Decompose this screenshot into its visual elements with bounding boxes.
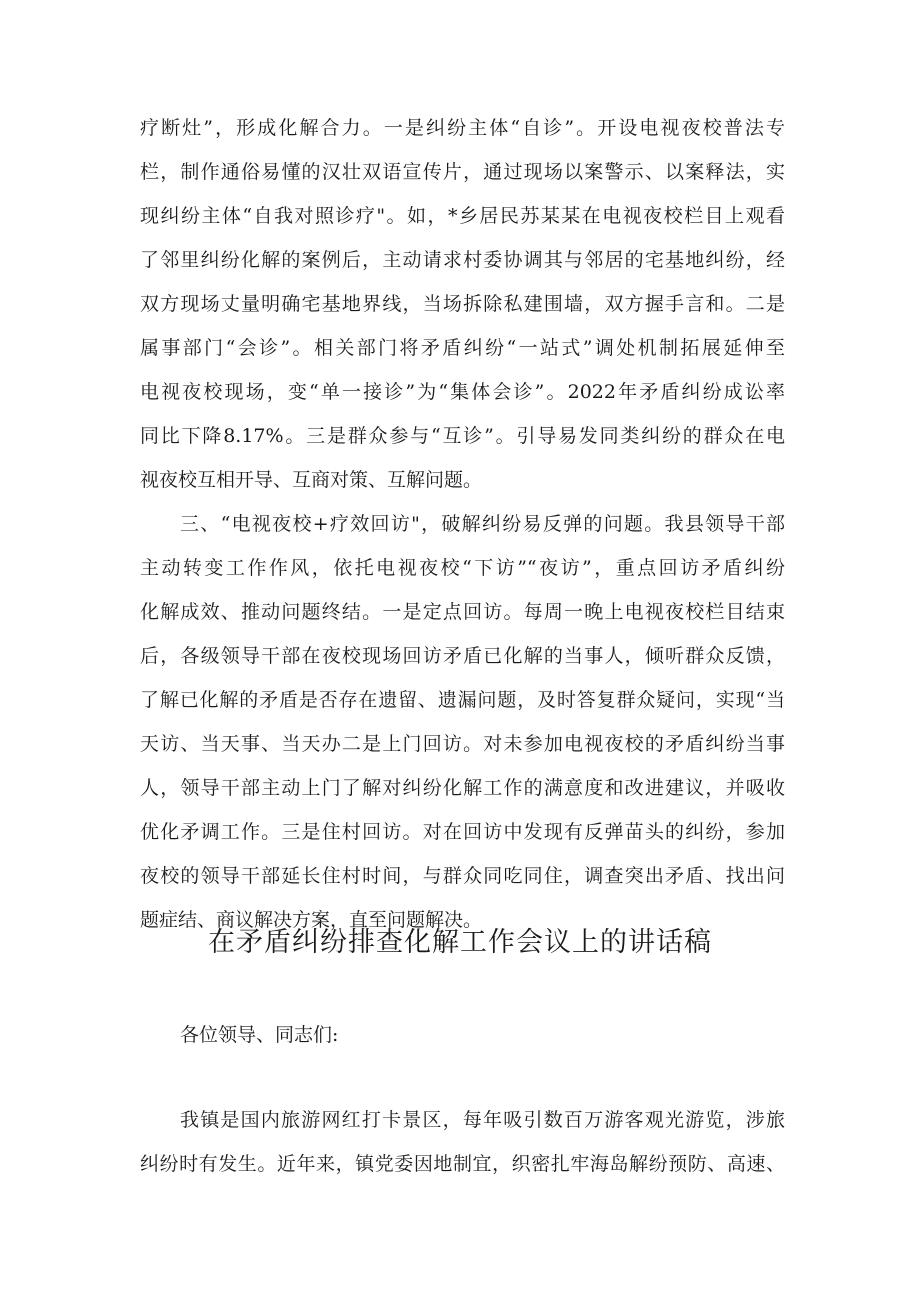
text-line: 主动转变工作作风，依托电视夜校“下访”“夜访”，重点回访矛盾纠纷 [140,557,785,579]
text-line: 电视夜校现场，变“单一接诊”为“集体会诊”。2022年矛盾纠纷成讼率 [140,381,785,403]
text-line: 化解成效、推动问题终结。一是定点回访。每周一晚上电视夜校栏目结束 [140,601,785,623]
section-heading-line: 三、“电视夜校+疗效回访"，破解纠纷易反弹的问题。我县领导干部 [180,513,785,535]
text-line: 栏，制作通俗易懂的汉壮双语宣传片，通过现场以案警示、以案释法，实 [140,161,785,183]
text-line: 人，领导干部主动上门了解对纠纷化解工作的满意度和改进建议，并吸收 [140,777,785,799]
text-line: 属事部门“会诊”。相关部门将矛盾纠纷“一站式”调处机制拓展延伸至 [140,337,785,359]
text-line: 了邻里纠纷化解的案例后，主动请求村委协调其与邻居的宅基地纠纷，经 [140,249,785,271]
text-line: 视夜校互相开导、互商对策、互解问题。 [140,469,483,491]
text-line: 纠纷时有发生。近年来，镇党委因地制宜，织密扎牢海岛解纷预防、高速、 [140,1153,785,1175]
speech-salutation: 各位领导、同志们: [180,1024,339,1046]
text-line: 双方现场丈量明确宅基地界线，当场拆除私建围墙，双方握手言和。二是 [140,293,785,315]
text-line: 疗断灶”，形成化解合力。一是纠纷主体“自诊”。开设电视夜校普法专 [140,117,785,139]
speech-title: 在矛盾纠纷排查化解工作会议上的讲话稿 [208,927,712,958]
text-line: 我镇是国内旅游网红打卡景区，每年吸引数百万游客观光游览，涉旅 [180,1109,785,1131]
text-line: 了解已化解的矛盾是否存在遗留、遗漏问题，及时答复群众疑问，实现“当 [140,689,785,711]
text-line: 优化矛调工作。三是住村回访。对在回访中发现有反弹苗头的纠纷，参加 [140,821,785,843]
text-line: 夜校的领导干部延长住村时间，与群众同吃同住，调查突出矛盾、找出问 [140,865,785,887]
text-line: 题症结、商议解决方案，直至问题解决。 [140,909,483,931]
text-line: 现纠纷主体“自我对照诊疗"。如，*乡居民苏某某在电视夜校栏目上观看 [140,205,785,227]
text-line: 天访、当天事、当天办二是上门回访。对未参加电视夜校的矛盾纠纷当事 [140,733,785,755]
text-line: 同比下降8.17%。三是群众参与“互诊”。引导易发同类纠纷的群众在电 [140,425,785,447]
text-line: 后，各级领导干部在夜校现场回访矛盾已化解的当事人，倾听群众反馈， [140,645,785,667]
